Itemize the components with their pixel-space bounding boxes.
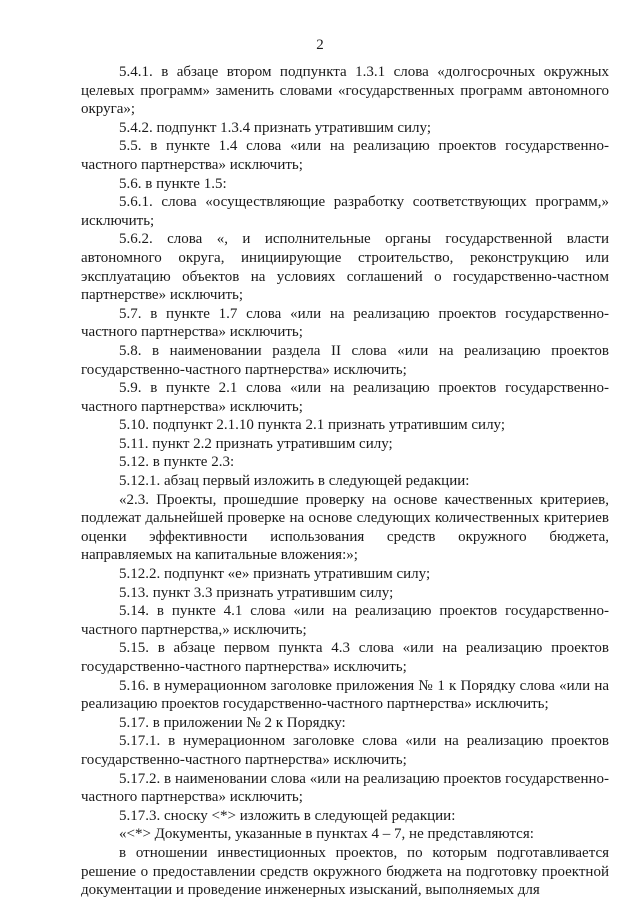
paragraph: 5.9. в пункте 2.1 слова «или на реализацию проектов государственно-частного партнерства» исключить; xyxy=(81,380,609,415)
paragraph: 5.11. пункт 2.2 признать утратившим силу; xyxy=(119,435,393,452)
page-number: 2 xyxy=(316,37,324,53)
paragraph: в отношении инвестиционных проектов, по которым подготавливается решение о предоставлении средств окружного бюджета на подготовку проектной документации и проведение инженерных изысканий, выполняемых для xyxy=(81,844,609,899)
paragraph: 5.17. в приложении № 2 к Порядку: xyxy=(119,714,346,731)
paragraph: 5.5. в пункте 1.4 слова «или на реализацию проектов государственно-частного партнерства» исключить; xyxy=(81,138,609,173)
paragraph: 5.13. пункт 3.3 признать утратившим силу; xyxy=(119,584,394,601)
paragraph: 5.16. в нумерационном заголовке приложения № 1 к Порядку слова «или на реализацию проектов государственно-частного партнерства» исключить; xyxy=(81,677,609,713)
paragraph: 5.17.2. в наименовании слова «или на реализацию проектов государственно-частного партнерства» исключить; xyxy=(81,770,609,806)
paragraph: 5.6.2. слова «, и исполнительные органы государственной власти автономного округа, инициирующие строительство, реконструкцию или эксплуатацию объектов на условиях соглашений о государственно-частном партнерстве» исключить; xyxy=(81,231,609,304)
paragraph: 5.12.1. абзац первый изложить в следующей редакции: xyxy=(119,473,470,490)
paragraph: 5.8. в наименовании раздела II слова «или на реализацию проектов государственно-частного партнерства» исключить; xyxy=(81,342,609,378)
paragraph: «2.3. Проекты, прошедшие проверку на основе качественных критериев, подлежат дальнейшей проверке на основе следующих количественных критериев оценки эффективности использования средств окружного бюджета, направляемых на капитальные вложения:»; xyxy=(81,491,609,564)
paragraph: 5.17.1. в нумерационном заголовке слова «или на реализацию проектов государственно-частного партнерства» исключить; xyxy=(81,733,609,768)
paragraph: 5.6.1. слова «осуществляющие разработку соответствующих программ,» исключить; xyxy=(81,194,609,229)
paragraph: 5.15. в абзаце первом пункта 4.3 слова «или на реализацию проектов государственно-частного партнерства» исключить; xyxy=(81,640,609,675)
paragraph: 5.17.3. сноску <*> изложить в следующей редакции: xyxy=(119,807,456,824)
document-body xyxy=(81,63,609,900)
paragraph: 5.4.1. в абзаце втором подпункта 1.3.1 слова «долгосрочных окружных целевых программ» заменить словами «государственных программ автономного округа»; xyxy=(81,64,609,118)
paragraph: 5.7. в пункте 1.7 слова «или на реализацию проектов государственно-частного партнерства» исключить; xyxy=(81,305,609,341)
paragraph: 5.12. в пункте 2.3: xyxy=(119,454,235,471)
paragraph: «<*> Документы, указанные в пунктах 4 – 7, не представляются: xyxy=(119,826,534,843)
paragraph: 5.10. подпункт 2.1.10 пункта 2.1 признать утратившим силу; xyxy=(119,417,506,434)
paragraph: 5.6. в пункте 1.5: xyxy=(119,175,227,192)
paragraph: 5.12.2. подпункт «е» признать утратившим силу; xyxy=(119,566,431,583)
paragraph: 5.4.2. подпункт 1.3.4 признать утратившим силу; xyxy=(119,119,431,136)
paragraph: 5.14. в пункте 4.1 слова «или на реализацию проектов государственно-частного партнерства,» исключить; xyxy=(81,603,609,638)
